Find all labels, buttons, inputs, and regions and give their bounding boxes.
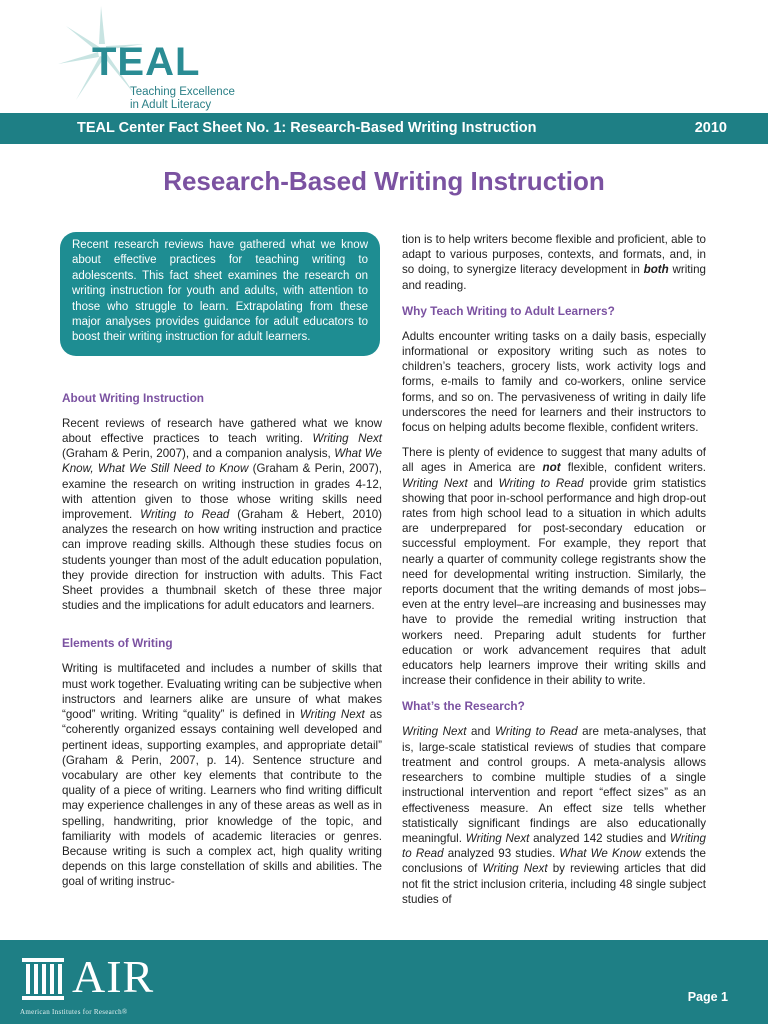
right-column (402, 232, 706, 907)
air-logo (20, 948, 220, 1018)
building-columns-icon (20, 954, 66, 1002)
research-paragraph: Writing Next and Writing to Read are meta-analyses, that is, large-scale statistical reviews of studies that compare treatment and control groups. A meta-analysis allows researchers to combine multiple studies of a single instructional intervention and report “effect sizes” as an effectiveness measure. An effect size tells whether statistically significant findings are also educationally meaningful. Writing Next analyzed 142 studies and Writing to Read analyzed 93 studies. What We Know extends the conclusions of Writing Next by reviewing articles that did not fit the strict inclusion criteria, including 48 single subject studies of (402, 725, 706, 906)
logo-word: TEAL (92, 40, 201, 84)
teal-logo (56, 4, 256, 114)
elements-paragraph: Writing is multifaceted and includes a number of skills that must work together. Evaluating writing can be subjective when instructors and learners alike are unsure of what makes “good” writing. Writing “quality” is defined in Writing Next as “coherently organized essays containing well developed and pertinent ideas, supporting examples, and appropriate detail” (Graham & Perin, 2007, p. 14). Sentence structure and vocabulary are other key elements that contribute to the quality of a piece of writing. Learners who find writing difficult may experience challenges in any of these areas as well as in spelling, handwriting, prior knowledge of the topic, and familiarity with models of academic literacies or genres. Because writing is such a complex act, high quality writing depends on this large constellation of skills and abilities. The goal of writing instruc- (62, 662, 382, 889)
elements-paragraph-continued: tion is to help writers become flexible and proficient, able to adapt to various purposes, contexts, and formats, and, in so doing, to synergize literacy development in both writing and reading. (402, 233, 706, 292)
why-paragraph-2: There is plenty of evidence to suggest that many adults of all ages in America are not flexible, confident writers. Writing Next and Writing to Read provide grim statistics showing that poor in-school performance and high drop-out rates from high school lead to a situation in which adults are underprepared for post-secondary education or successful employment. For example, they report that nearly a quarter of community college registrants show the need for developmental writing instruction. Similarly, the reports document that the writing demands of most jobs–even at the entry level–are increasing and businesses may have to provide the remedial writing instruction that workers need. Preparing adult students for further education or work advancement requires that adult educators help learners improve their writing skills and increase their confidence in their ability to write. (402, 446, 706, 688)
air-letters: AIR (72, 951, 155, 1002)
about-paragraph: Recent reviews of research have gathered what we know about effective practices to teach writing. Writing Next (Graham & Perin, 2007), and a companion analysis, What We Know, What We Still Need to Know (Graham & Perin, 2007), examine the research on writing instruction in grades 4-12, with attention given to those whose writing skills need improvement. Writing to Read (Graham & Hebert, 2010) analyzes the research on how writing instruction and practice can improve reading skills. Although these studies focus on students younger than most of the adult education population, they provide direction for instruction with adults. This Fact Sheet provides a thumbnail sketch of these three major studies and the implications for adult educators and learners. (62, 416, 383, 613)
air-org-name: American Institutes for Research® (20, 1008, 128, 1016)
elements-heading: Elements of Writing (62, 636, 173, 651)
why-paragraph-1: Adults encounter writing tasks on a daily basis, especially informational or expository writing such as notes to children’s teachers, grocery lists, work activity logs and forms, e-mails to family and co-workers, online service forms, and so on. The pervasiveness of writing in daily life underscores the need for learners and their instructors to focus on helping adults become flexible, confident writers. (402, 329, 706, 435)
logo-tagline-line-2: in Adult Literacy (130, 99, 212, 111)
series-title: TEAL Center Fact Sheet No. 1: Research-Based Writing Instruction (77, 120, 537, 136)
left-column (62, 232, 382, 890)
about-heading: About Writing Instruction (62, 390, 204, 405)
page-number: Page 1 (687, 990, 728, 1004)
page-title: Research-Based Writing Instruction (163, 166, 605, 196)
logo-tagline-line-1: Teaching Excellence (130, 86, 235, 98)
research-heading: What’s the Research? (402, 699, 525, 714)
logo-tagline (130, 86, 270, 112)
intro-callout: Recent research reviews have gathered what we know about effective practices for teaching writing to adolescents. This fact sheet examines the research on writing instruction for youth and adults, with attention to those who struggle to learn. Extrapolating from these major analyses provides guidance for adult educators to boost their writing instruction for adult learners. (60, 232, 380, 356)
why-heading: Why Teach Writing to Adult Learners? (402, 303, 615, 318)
year: 2010 (694, 120, 727, 136)
footer-band (0, 940, 768, 1024)
header-band (0, 113, 768, 144)
